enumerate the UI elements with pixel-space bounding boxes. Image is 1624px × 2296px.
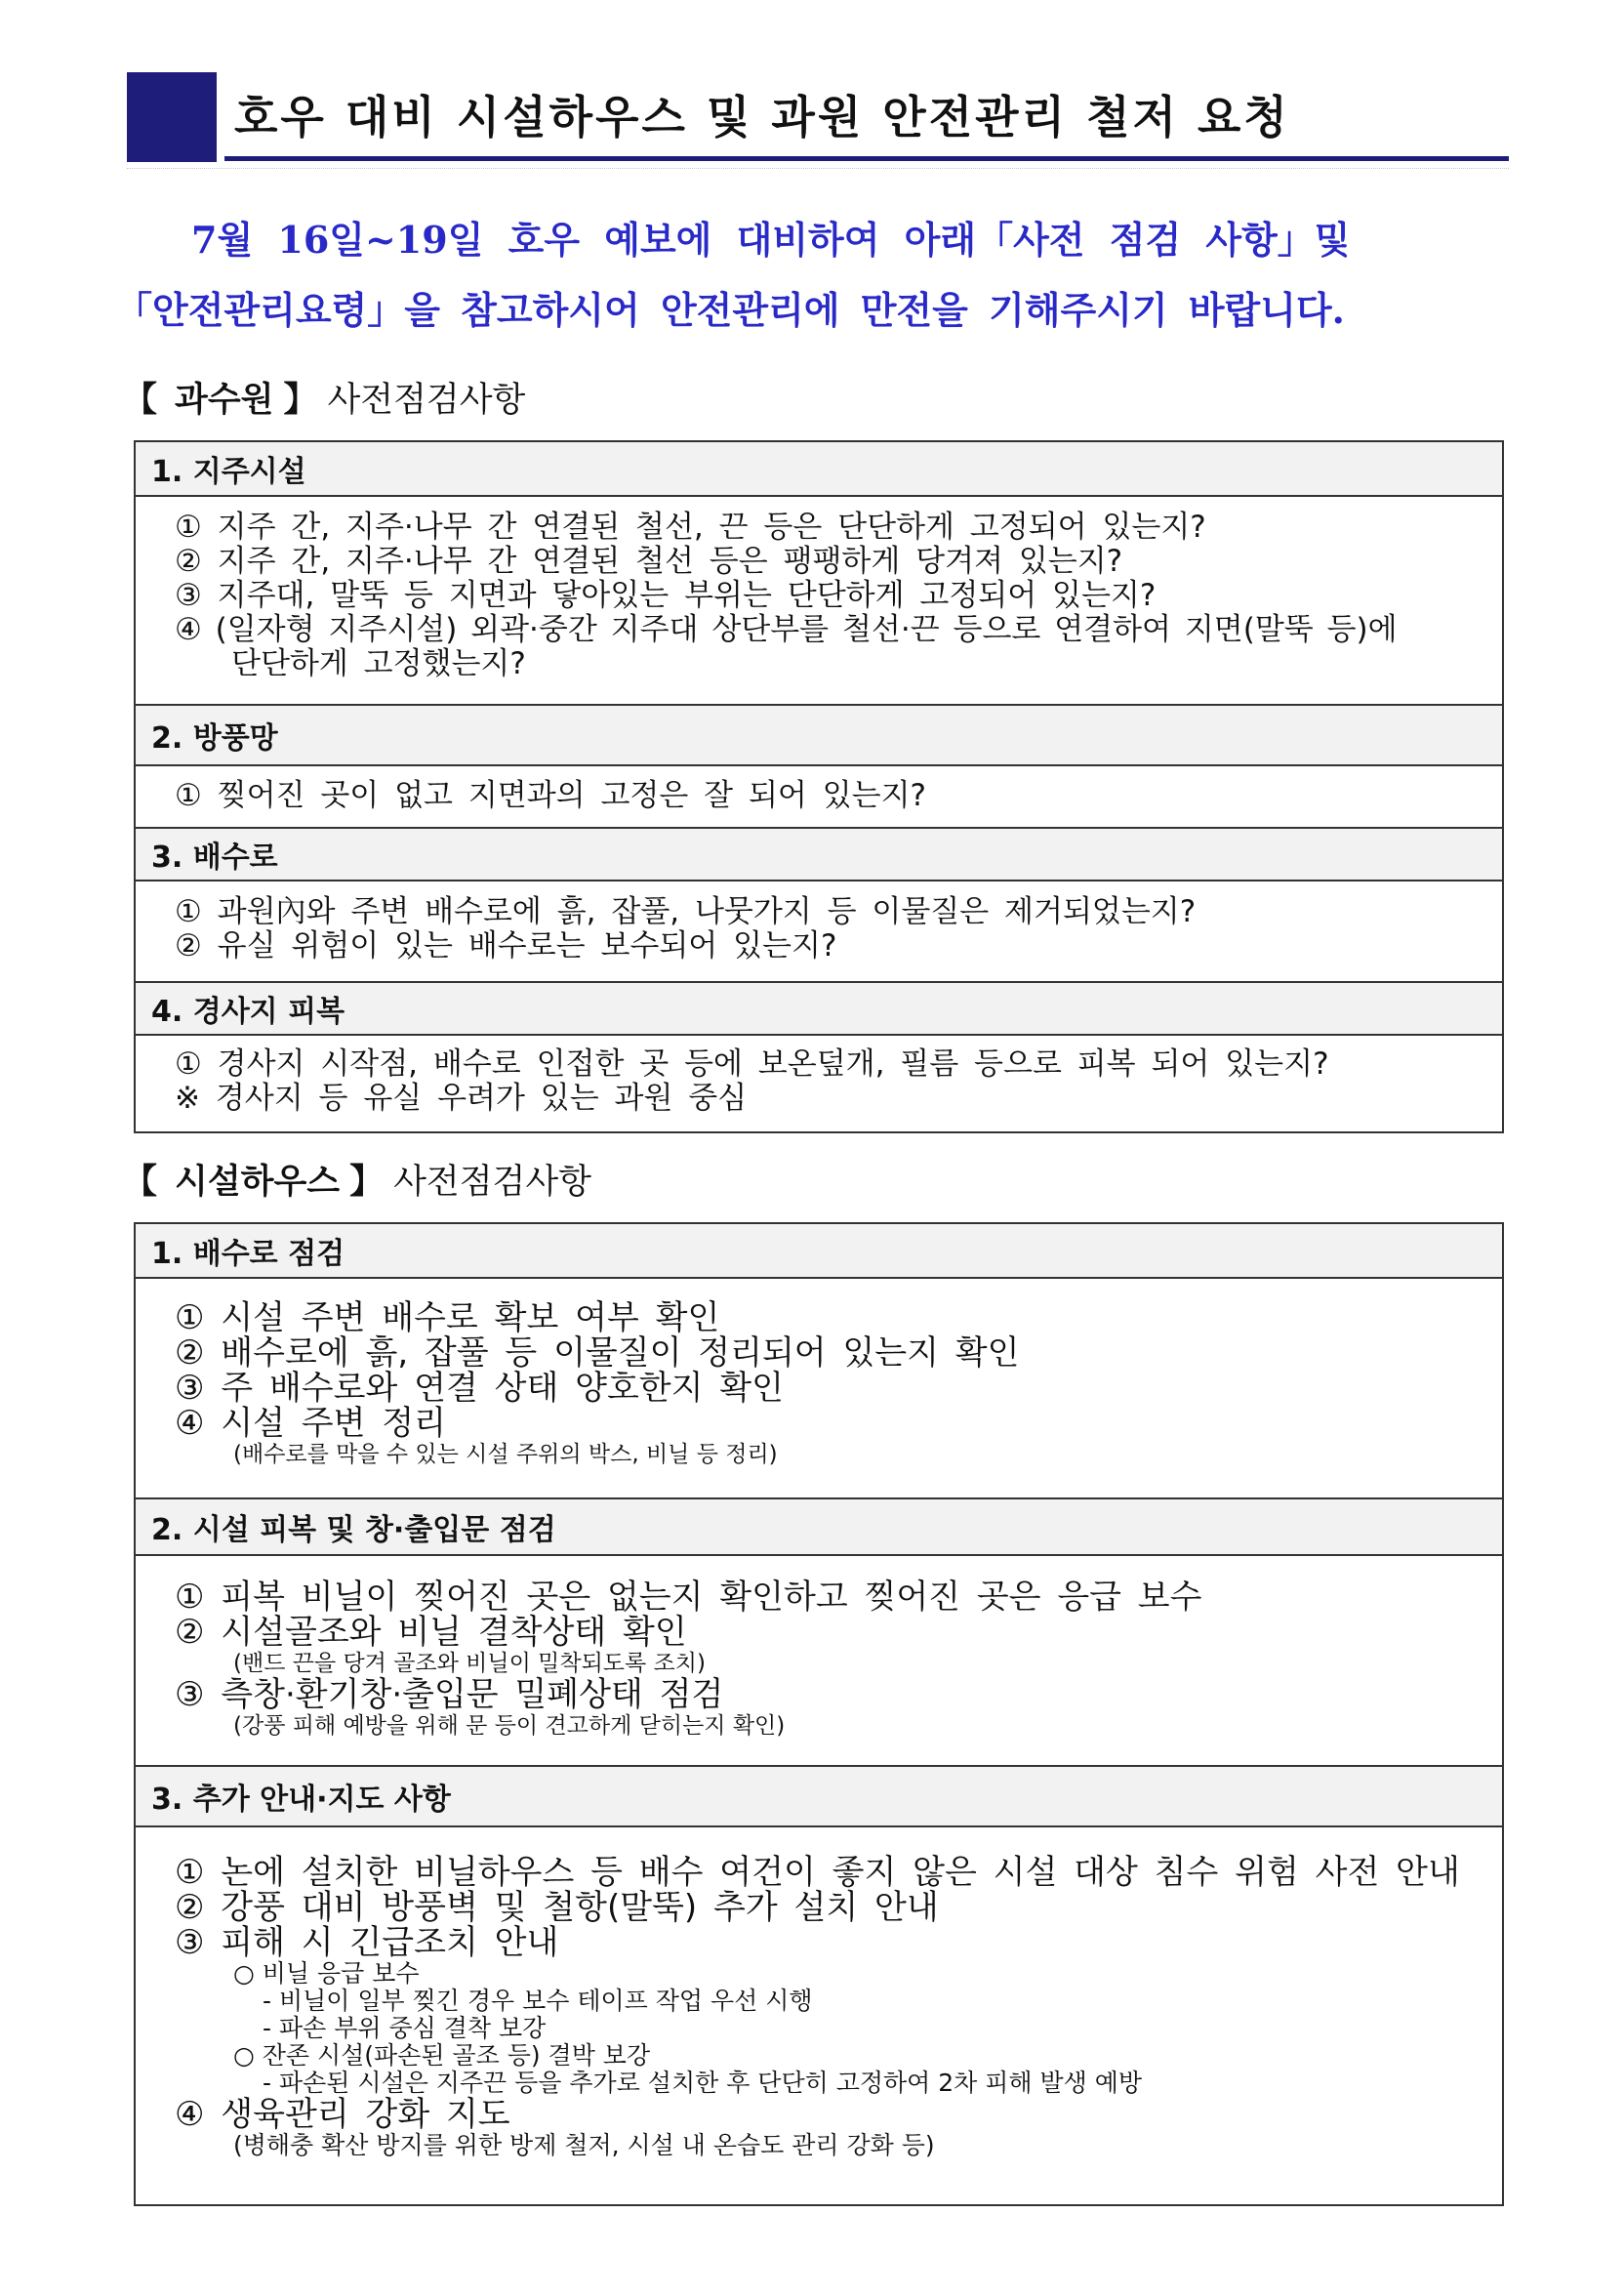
list-item: ④ (일자형 지주시설) 외곽·중간 지주대 상단부를 철선·끈 등으로 연결하여 지면(말뚝 등)에 (175, 612, 1398, 647)
greenhouse-section-heading (123, 1155, 591, 1204)
orchard-drainage-items (136, 882, 1502, 983)
page-title: 호우 대비 시설하우스 및 과원 안전관리 철저 요청 (234, 91, 1290, 144)
intro-paragraph (115, 205, 1521, 346)
list-item: ② 시설골조와 비닐 결착상태 확인 (175, 1613, 687, 1652)
list-item-note: (강풍 피해 예방을 위해 문 등이 견고하게 닫히는지 확인) (233, 1713, 786, 1739)
greenhouse-drainage-items (136, 1279, 1502, 1499)
bracket-open: 【 (123, 1163, 158, 1202)
list-sub-item: - 파손 부위 중심 결착 보강 (263, 2014, 547, 2042)
list-item: ① 논에 설치한 비닐하우스 등 배수 여건이 좋지 않은 시설 대상 침수 위험 사전 안내 (175, 1853, 1460, 1892)
list-item-note: (배수로를 막을 수 있는 시설 주위의 박스, 비닐 등 정리) (233, 1442, 778, 1467)
list-item: ② 배수로에 흙, 잡풀 등 이물질이 정리되어 있는지 확인 (175, 1333, 1020, 1373)
list-sub-item: - 비닐이 일부 찢긴 경우 보수 테이프 작업 우선 시행 (263, 1987, 813, 2015)
list-item: ③ 주 배수로와 연결 상태 양호한지 확인 (175, 1369, 784, 1408)
intro-line-2: 「안전관리요령」을 참고하시어 안전관리에 만전을 기해주시기 바랍니다. (115, 288, 1345, 332)
bracket-open: 【 (123, 381, 158, 420)
document-header (127, 72, 1509, 162)
list-item: ② 유실 위험이 있는 배수로는 보수되어 있는지? (175, 928, 837, 964)
intro-line-1: 7월 16일~19일 호우 예보에 대비하여 아래「사전 점검 사항」및 (191, 218, 1351, 262)
list-item: ③ 피해 시 긴급조치 안내 (175, 1923, 559, 1962)
list-item: ① 시설 주변 배수로 확보 여부 확인 (175, 1298, 720, 1337)
orchard-drainage-heading: 3. 배수로 (136, 829, 1502, 882)
bracket-close: 】 (349, 1163, 385, 1202)
list-sub-item: ○ 잔존 시설(파손된 골조 등) 결박 보강 (233, 2041, 651, 2070)
orchard-windbreak-items (136, 766, 1502, 829)
list-item: ① 과원內와 주변 배수로에 흙, 잡풀, 나뭇가지 등 이물질은 제거되었는지? (175, 894, 1197, 929)
greenhouse-section-subtitle: 사전점검사항 (393, 1163, 591, 1202)
list-item: ④ 시설 주변 정리 (175, 1404, 446, 1443)
orchard-slope-heading: 4. 경사지 피복 (136, 983, 1502, 1036)
list-item: ② 지주 간, 지주·나무 간 연결된 철선 등은 팽팽하게 당겨져 있는지? (175, 544, 1123, 579)
list-item-note: (병해충 확산 방지를 위한 방제 철저, 시설 내 온습도 관리 강화 등) (233, 2131, 935, 2159)
orchard-section-subtitle: 사전점검사항 (327, 381, 526, 420)
orchard-support-heading: 1. 지주시설 (136, 442, 1502, 497)
orchard-section-name: 과수원 (175, 381, 274, 420)
list-item: ① 찢어진 곳이 없고 지면과의 고정은 잘 되어 있는지? (175, 778, 926, 813)
list-item: ① 피복 비닐이 찢어진 곳은 없는지 확인하고 찢어진 곳은 응급 보수 (175, 1578, 1202, 1617)
orchard-support-items (136, 497, 1502, 706)
list-item: ③ 지주대, 말뚝 등 지면과 닿아있는 부위는 단단하게 고정되어 있는지? (175, 578, 1157, 613)
orchard-section-heading (123, 373, 525, 422)
orchard-checklist-table (134, 440, 1504, 1133)
orchard-slope-items (136, 1036, 1502, 1131)
list-item-note: (밴드 끈을 당겨 골조와 비닐이 밀착되도록 조치) (233, 1651, 706, 1676)
list-item: ② 강풍 대비 방풍벽 및 철항(말뚝) 추가 설치 안내 (175, 1888, 939, 1927)
list-sub-item: - 파손된 시설은 지주끈 등을 추가로 설치한 후 단단히 고정하여 2차 피해 발생 예방 (263, 2069, 1143, 2097)
greenhouse-cover-heading: 2. 시설 피복 및 창·출입문 점검 (136, 1499, 1502, 1556)
list-item: ③ 측창·환기창·출입문 밀폐상태 점검 (175, 1675, 724, 1714)
title-square-marker (127, 72, 217, 162)
greenhouse-guidance-items (136, 1827, 1502, 2204)
dotted-divider (127, 168, 1509, 169)
greenhouse-guidance-heading: 3. 추가 안내·지도 사항 (136, 1767, 1502, 1827)
list-item: ① 경사지 시작점, 배수로 인접한 곳 등에 보온덮개, 필름 등으로 피복 되어 있는지? (175, 1046, 1329, 1082)
greenhouse-cover-items (136, 1556, 1502, 1767)
greenhouse-drainage-heading: 1. 배수로 점검 (136, 1224, 1502, 1279)
list-item: ④ 생육관리 강화 지도 (175, 2095, 510, 2134)
orchard-windbreak-heading: 2. 방풍망 (136, 706, 1502, 766)
title-underline (224, 156, 1509, 161)
greenhouse-section-name: 시설하우스 (175, 1163, 341, 1202)
bracket-close: 】 (283, 381, 318, 420)
list-item: ① 지주 간, 지주·나무 간 연결된 철선, 끈 등은 단단하게 고정되어 있는지? (175, 510, 1206, 545)
list-item: 단단하게 고정했는지? (231, 646, 526, 681)
list-sub-item: ○ 비닐 응급 보수 (233, 1959, 420, 1988)
greenhouse-checklist-table (134, 1222, 1504, 2206)
list-item: ※ 경사지 등 유실 우려가 있는 과원 중심 (175, 1081, 748, 1116)
